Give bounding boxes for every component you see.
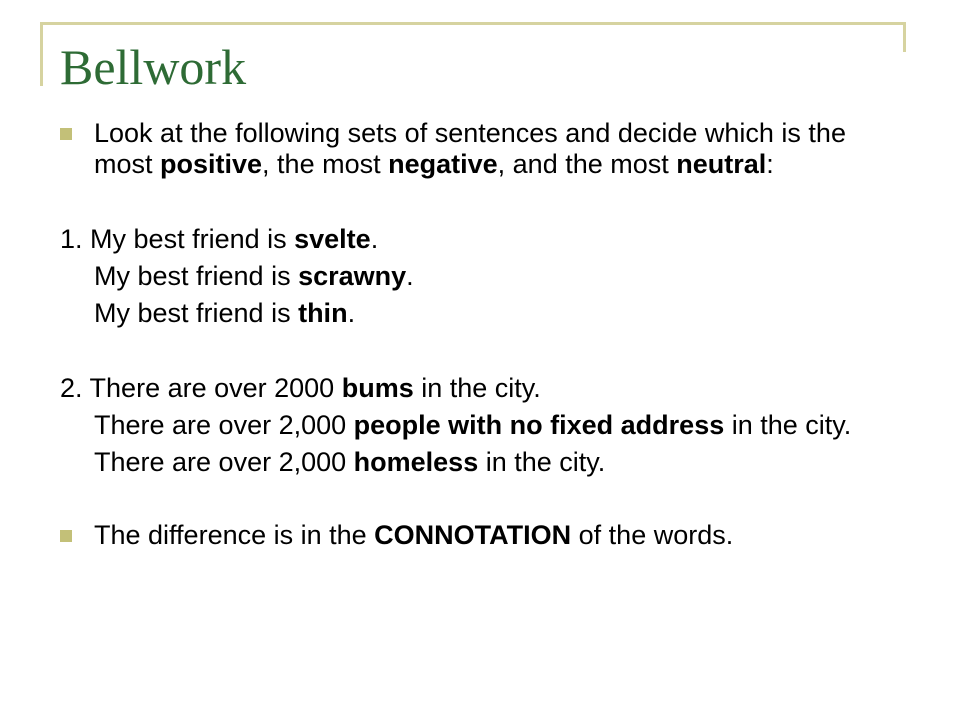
intro-text-part: , the most [262,149,389,179]
sentence-set-2 [60,373,910,478]
conclusion-text [94,520,910,551]
keyword-positive: positive [160,149,263,179]
sentence-set-2-line-3 [60,447,910,478]
highlighted-word: thin [298,298,348,328]
conclusion-text-part: of the words. [571,520,734,550]
highlighted-word: bums [341,373,414,403]
sentence-text: . [370,224,379,254]
sentence-text: My best friend is [94,261,299,291]
highlighted-word: svelte [294,224,371,254]
conclusion-text-part: The difference is in the [94,520,375,550]
intro-text-part: Look at the following sets of sentences and decide which is the most [94,118,846,179]
sentence-text: My best friend is [90,224,295,254]
sentence-set-1 [60,224,910,329]
slide-frame-left-border [40,22,43,86]
sentence-set-2-line-1 [60,373,910,404]
slide-frame-top-border [40,22,904,25]
intro-text-part: : [766,149,774,179]
intro-text [94,118,910,180]
highlighted-word: people with no fixed address [353,410,725,440]
sentence-set-1-line-3 [60,298,910,329]
sentence-set-1-line-1 [60,224,910,255]
highlighted-word: homeless [353,447,479,477]
keyword-connotation: CONNOTATION [374,520,572,550]
sentence-text: There are over 2,000 [94,410,354,440]
sentence-text: . [406,261,414,291]
highlighted-word: scrawny [298,261,407,291]
slide-body [60,118,910,551]
sentence-text: in the city. [478,447,606,477]
square-bullet-icon [60,530,72,542]
sentence-text: in the city. [413,373,541,403]
intro-text-part: , and the most [497,149,677,179]
sentence-text: My best friend is [94,298,299,328]
slide-title: Bellwork [60,39,247,95]
conclusion-bullet [60,520,910,551]
sentence-set-1-line-2 [60,261,910,292]
keyword-neutral: neutral [676,149,767,179]
sentence-text: There are over 2,000 [94,447,354,477]
set-number: 2. [60,373,83,403]
intro-bullet [60,118,910,180]
keyword-negative: negative [388,149,498,179]
slide-frame-right-border [903,22,906,52]
sentence-set-2-line-2 [60,410,910,441]
set-number: 1. [60,224,83,254]
sentence-text: . [347,298,356,328]
sentence-text: in the city. [724,410,852,440]
sentence-text: There are over 2000 [89,373,342,403]
square-bullet-icon [60,128,72,140]
